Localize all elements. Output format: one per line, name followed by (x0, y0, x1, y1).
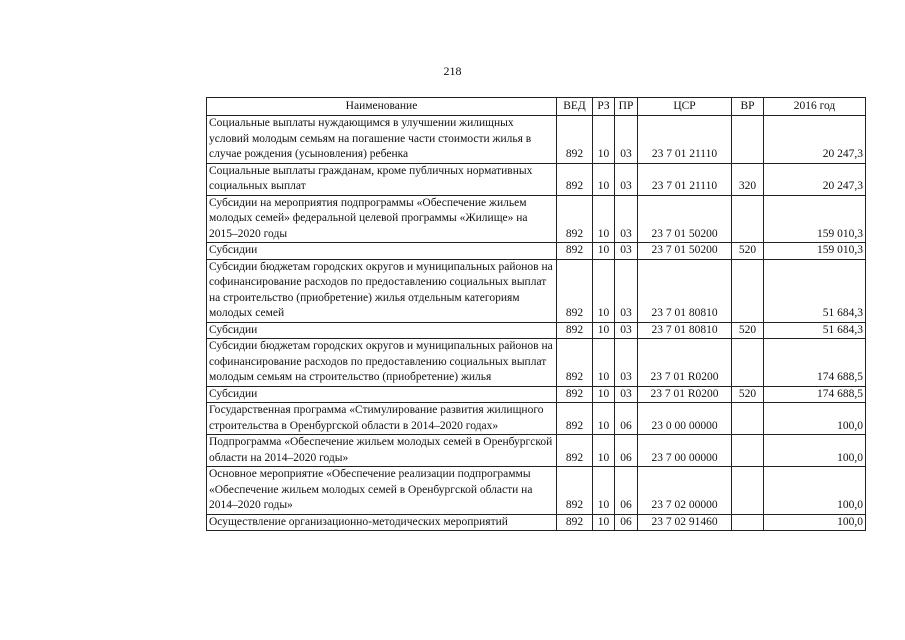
cell-csr: 23 7 00 00000 (638, 435, 732, 467)
cell-pr: 03 (615, 322, 638, 339)
cell-csr: 23 7 01 50200 (638, 195, 732, 243)
cell-ved: 892 (557, 435, 593, 467)
cell-csr: 23 7 01 R0200 (638, 339, 732, 387)
cell-csr: 23 7 02 00000 (638, 467, 732, 515)
cell-sum: 20 247,3 (764, 163, 866, 195)
cell-vr (732, 195, 764, 243)
cell-pr: 03 (615, 163, 638, 195)
cell-name: Субсидии (207, 386, 557, 403)
cell-rz: 10 (593, 403, 615, 435)
header-pr: ПР (615, 98, 638, 116)
cell-csr: 23 7 01 80810 (638, 322, 732, 339)
cell-csr: 23 0 00 00000 (638, 403, 732, 435)
cell-name: Субсидии (207, 322, 557, 339)
cell-rz: 10 (593, 163, 615, 195)
cell-vr (732, 514, 764, 531)
cell-name: Субсидии (207, 243, 557, 260)
cell-sum: 159 010,3 (764, 243, 866, 260)
table-row (207, 514, 866, 531)
cell-ved: 892 (557, 339, 593, 387)
table-row (207, 116, 866, 164)
cell-sum: 159 010,3 (764, 195, 866, 243)
cell-ved: 892 (557, 116, 593, 164)
cell-name: Государственная программа «Стимулирование развития жилищного строительства в Оренбургской области в 2014–2020 годах» (207, 403, 557, 435)
cell-ved: 892 (557, 322, 593, 339)
cell-sum: 51 684,3 (764, 322, 866, 339)
cell-csr: 23 7 01 80810 (638, 259, 732, 322)
header-name: Наименование (207, 98, 557, 116)
cell-sum: 51 684,3 (764, 259, 866, 322)
cell-rz: 10 (593, 322, 615, 339)
table-row (207, 467, 866, 515)
table-row (207, 243, 866, 260)
cell-ved: 892 (557, 259, 593, 322)
table-row (207, 403, 866, 435)
cell-name: Основное мероприятие «Обеспечение реализации подпрограммы «Обеспечение жильем молодых семей в Оренбургской области на 2014–2020 годы» (207, 467, 557, 515)
cell-ved: 892 (557, 514, 593, 531)
table-row (207, 386, 866, 403)
cell-vr (732, 339, 764, 387)
cell-ved: 892 (557, 386, 593, 403)
table-row (207, 163, 866, 195)
cell-vr: 520 (732, 386, 764, 403)
cell-rz: 10 (593, 243, 615, 260)
cell-vr: 320 (732, 163, 764, 195)
cell-rz: 10 (593, 467, 615, 515)
table-row (207, 435, 866, 467)
header-rz: РЗ (593, 98, 615, 116)
cell-csr: 23 7 01 R0200 (638, 386, 732, 403)
cell-ved: 892 (557, 243, 593, 260)
cell-rz: 10 (593, 195, 615, 243)
table-row (207, 259, 866, 322)
cell-name: Субсидии бюджетам городских округов и муниципальных районов на софинансирование расходов по предоставлению социальных выплат молодым семьям на строительство (приобретение) жилья (207, 339, 557, 387)
cell-name: Осуществление организационно-методических мероприятий (207, 514, 557, 531)
table-row (207, 322, 866, 339)
cell-csr: 23 7 01 21110 (638, 116, 732, 164)
cell-pr: 06 (615, 467, 638, 515)
header-csr: ЦСР (638, 98, 732, 116)
cell-pr: 03 (615, 116, 638, 164)
cell-sum: 100,0 (764, 435, 866, 467)
cell-sum: 174 688,5 (764, 386, 866, 403)
cell-rz: 10 (593, 386, 615, 403)
page-number: 218 (443, 64, 462, 78)
cell-sum: 100,0 (764, 403, 866, 435)
cell-name: Социальные выплаты нуждающимся в улучшении жилищных условий молодым семьям на погашение части стоимости жилья в случае рождения (усыновления) ребенка (207, 116, 557, 164)
cell-rz: 10 (593, 259, 615, 322)
cell-rz: 10 (593, 435, 615, 467)
header-ved: ВЕД (557, 98, 593, 116)
cell-sum: 174 688,5 (764, 339, 866, 387)
cell-name: Субсидии на мероприятия подпрограммы «Обеспечение жильем молодых семей» федеральной целевой программы «Жилище» на 2015–2020 годы (207, 195, 557, 243)
cell-vr (732, 116, 764, 164)
cell-ved: 892 (557, 163, 593, 195)
cell-name: Социальные выплаты гражданам, кроме публичных нормативных социальных выплат (207, 163, 557, 195)
table-row (207, 339, 866, 387)
budget-table (206, 97, 866, 531)
cell-pr: 03 (615, 195, 638, 243)
cell-pr: 06 (615, 514, 638, 531)
cell-csr: 23 7 01 50200 (638, 243, 732, 260)
cell-name: Подпрограмма «Обеспечение жильем молодых семей в Оренбургской области на 2014–2020 годы» (207, 435, 557, 467)
cell-csr: 23 7 02 91460 (638, 514, 732, 531)
cell-vr (732, 467, 764, 515)
cell-ved: 892 (557, 403, 593, 435)
cell-pr: 06 (615, 435, 638, 467)
cell-ved: 892 (557, 467, 593, 515)
cell-pr: 03 (615, 243, 638, 260)
cell-csr: 23 7 01 21110 (638, 163, 732, 195)
cell-pr: 03 (615, 339, 638, 387)
cell-vr (732, 435, 764, 467)
cell-pr: 06 (615, 403, 638, 435)
header-vr: ВР (732, 98, 764, 116)
cell-name: Субсидии бюджетам городских округов и муниципальных районов на софинансирование расходов по предоставлению социальных выплат на строительство (приобретение) жилья отдельным категориям молодых семей (207, 259, 557, 322)
cell-vr (732, 403, 764, 435)
cell-vr: 520 (732, 243, 764, 260)
header-sum: 2016 год (764, 98, 866, 116)
cell-sum: 100,0 (764, 514, 866, 531)
cell-vr: 520 (732, 322, 764, 339)
cell-rz: 10 (593, 339, 615, 387)
table-row (207, 195, 866, 243)
cell-pr: 03 (615, 259, 638, 322)
cell-rz: 10 (593, 514, 615, 531)
cell-vr (732, 259, 764, 322)
cell-rz: 10 (593, 116, 615, 164)
table-header-row (207, 98, 866, 116)
cell-sum: 20 247,3 (764, 116, 866, 164)
cell-sum: 100,0 (764, 467, 866, 515)
cell-ved: 892 (557, 195, 593, 243)
cell-pr: 03 (615, 386, 638, 403)
